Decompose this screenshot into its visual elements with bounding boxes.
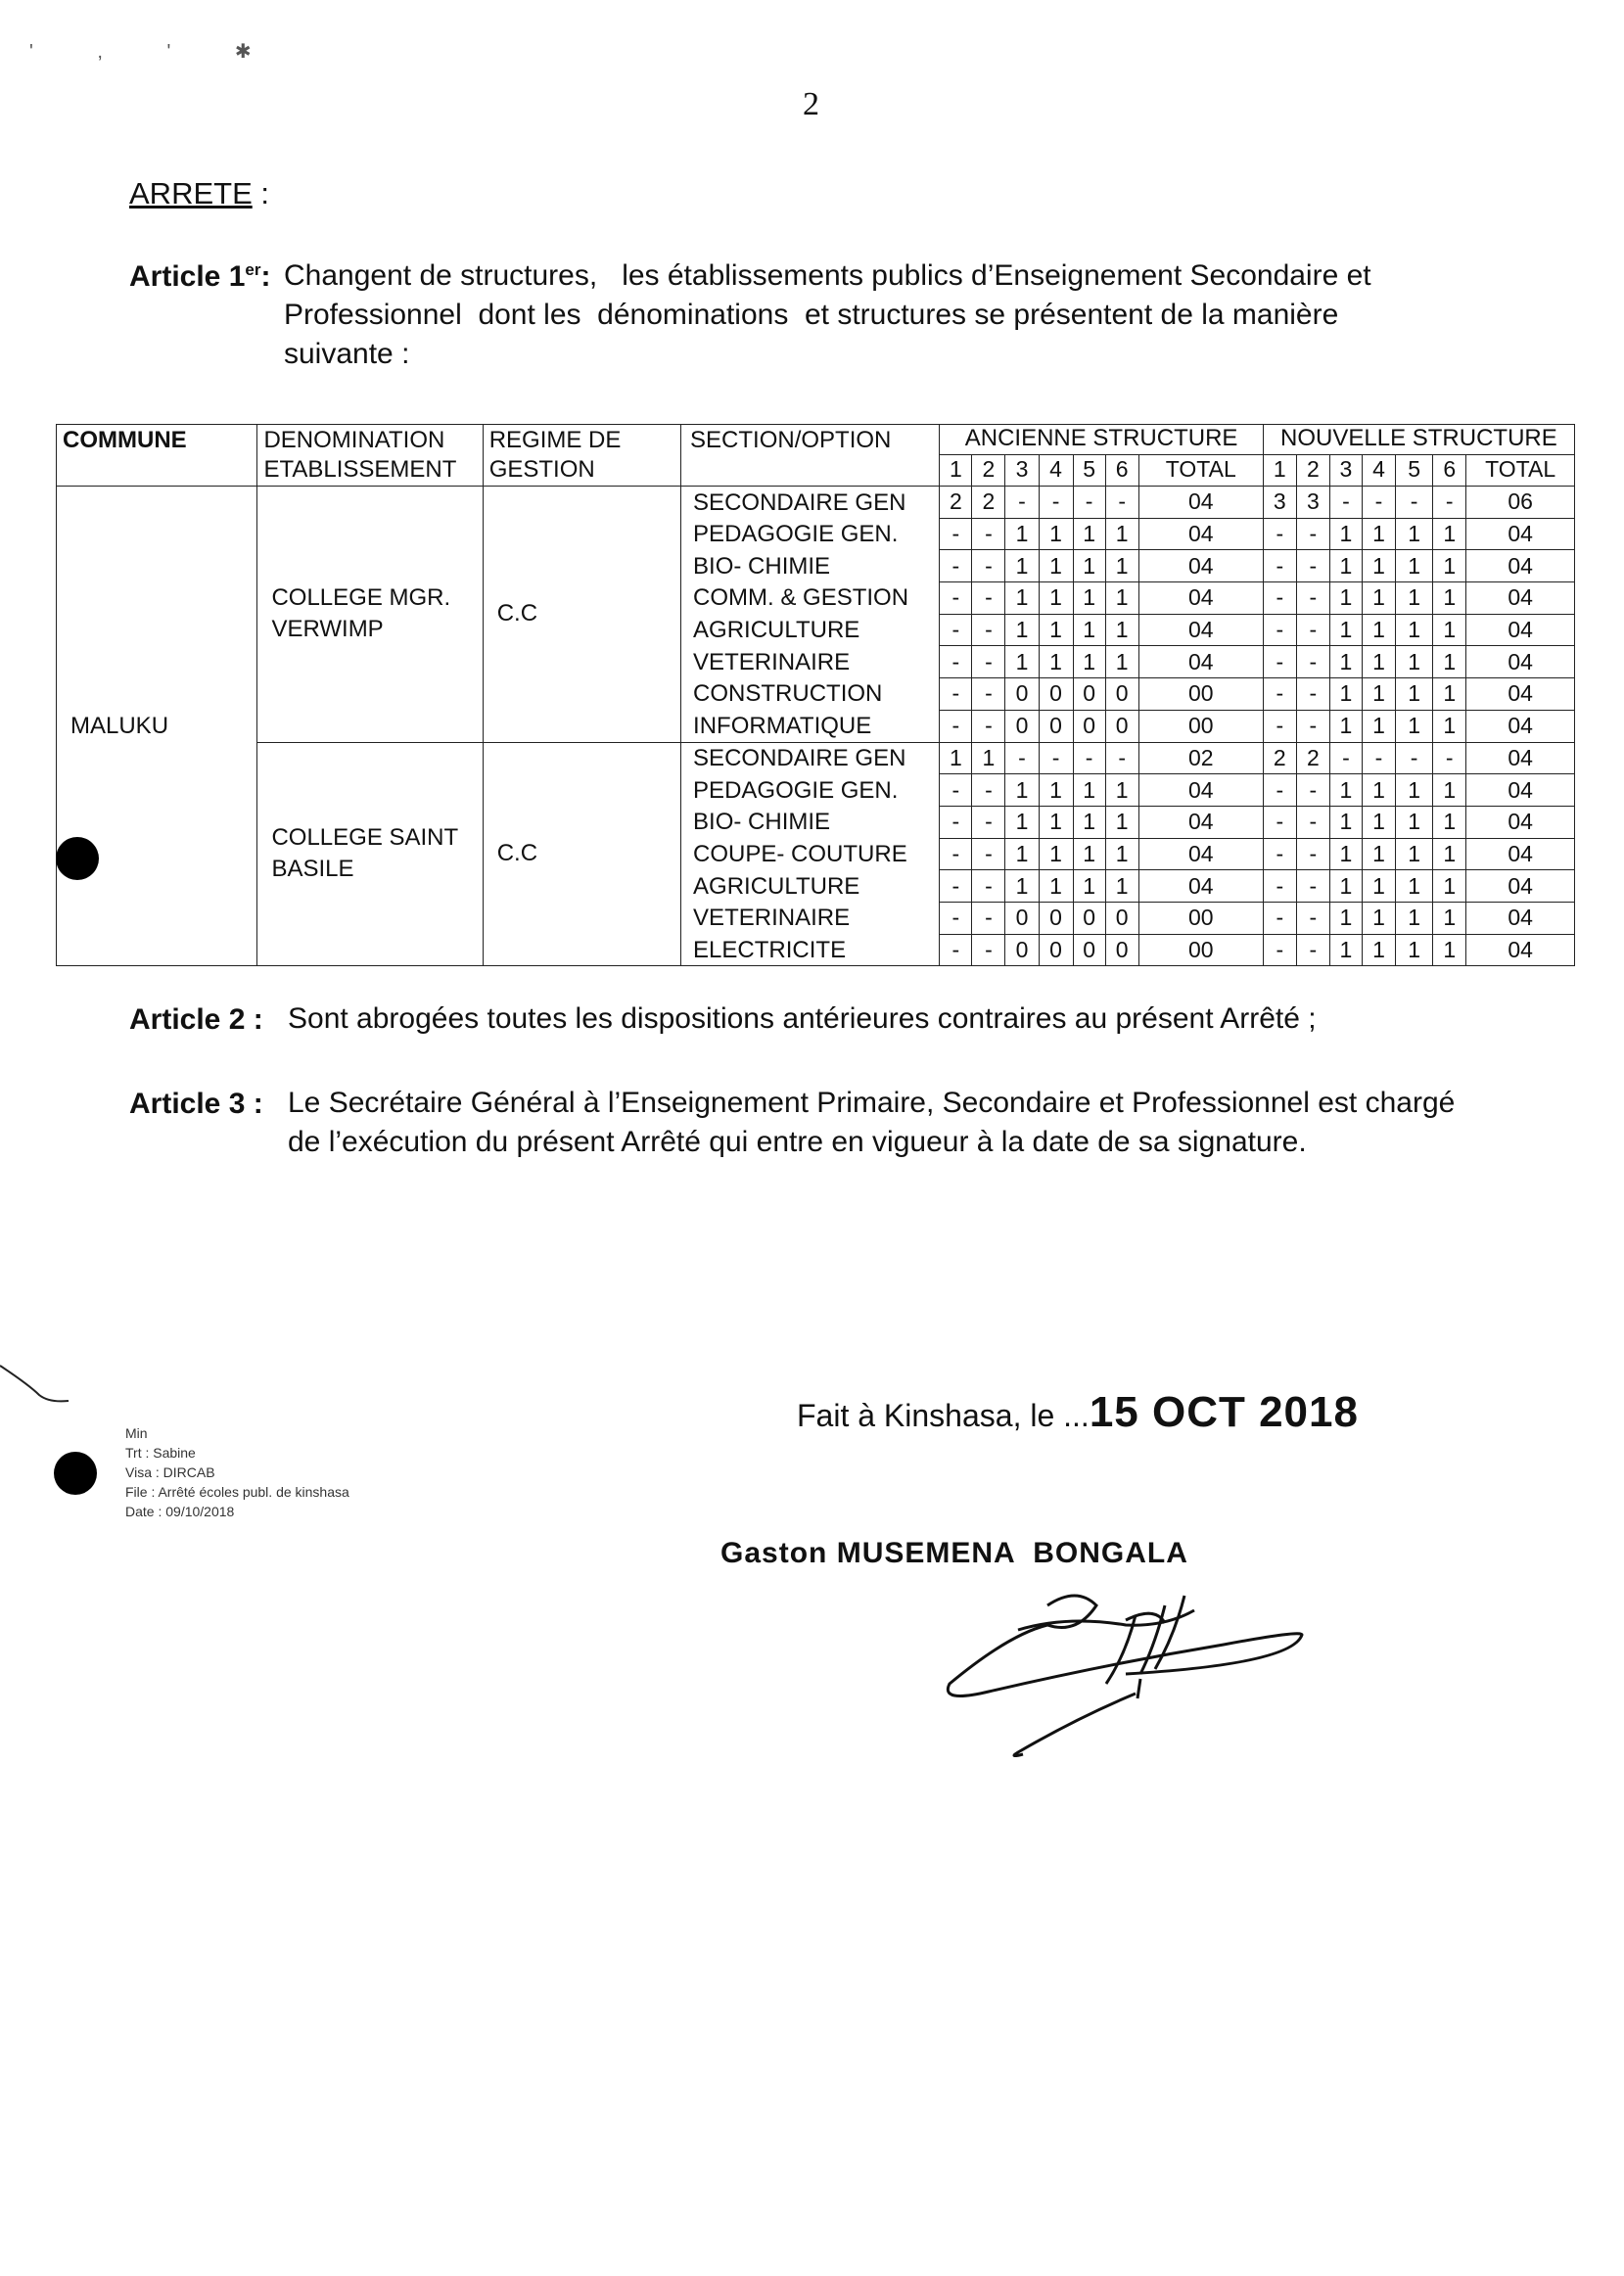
section-option-cell: SECONDAIRE GEN bbox=[681, 742, 940, 774]
section-option-cell: AGRICULTURE bbox=[681, 870, 940, 903]
ancienne-cell-6: - bbox=[1105, 487, 1138, 519]
nouvelle-cell-3: 1 bbox=[1329, 870, 1362, 903]
nouvelle-cell-6: 1 bbox=[1433, 902, 1466, 934]
ancienne-cell-5: - bbox=[1073, 742, 1105, 774]
ancienne-cell-6: 1 bbox=[1105, 614, 1138, 646]
table-row bbox=[57, 742, 1575, 774]
nouvelle-cell-3: - bbox=[1329, 742, 1362, 774]
nouvelle-cell-total: 04 bbox=[1466, 710, 1575, 742]
ancienne-cell-3: 1 bbox=[1005, 518, 1039, 550]
nouvelle-cell-6: 1 bbox=[1433, 582, 1466, 615]
ancienne-cell-6: 1 bbox=[1105, 518, 1138, 550]
ancienne-cell-total: 04 bbox=[1138, 870, 1263, 903]
ancienne-cell-6: 1 bbox=[1105, 838, 1138, 870]
ancienne-cell-6: 1 bbox=[1105, 870, 1138, 903]
ancienne-cell-1: - bbox=[940, 518, 972, 550]
ancienne-cell-4: 0 bbox=[1039, 934, 1073, 966]
nouvelle-cell-1: - bbox=[1263, 710, 1296, 742]
regime-cell: C.C bbox=[483, 742, 680, 966]
ancienne-cell-5: 1 bbox=[1073, 614, 1105, 646]
ancienne-cell-total: 00 bbox=[1138, 934, 1263, 966]
ancienne-cell-4: 1 bbox=[1039, 774, 1073, 807]
ancienne-cell-total: 04 bbox=[1138, 614, 1263, 646]
ancienne-cell-2: - bbox=[972, 582, 1005, 615]
ancienne-cell-6: 0 bbox=[1105, 710, 1138, 742]
ancienne-cell-1: - bbox=[940, 550, 972, 582]
ancienne-cell-1: 2 bbox=[940, 487, 972, 519]
ancienne-cell-2: - bbox=[972, 550, 1005, 582]
nouvelle-cell-2: 3 bbox=[1296, 487, 1329, 519]
nouvelle-cell-1: - bbox=[1263, 870, 1296, 903]
ancienne-cell-6: 0 bbox=[1105, 902, 1138, 934]
ancienne-cell-2: - bbox=[972, 934, 1005, 966]
nouvelle-cell-3: 1 bbox=[1329, 550, 1362, 582]
ancienne-cell-5: 1 bbox=[1073, 646, 1105, 678]
nouvelle-cell-4: 1 bbox=[1362, 870, 1395, 903]
nouvelle-cell-5: 1 bbox=[1396, 518, 1433, 550]
file-date: Date : 09/10/2018 bbox=[125, 1504, 235, 1519]
header-denomination: DENOMINATION ETABLISSEMENT bbox=[257, 425, 483, 487]
regime-cell: C.C bbox=[483, 487, 680, 743]
article1-line2: Professionnel dont les dénominations et structures se présentent de la manière bbox=[284, 299, 1339, 331]
ancienne-cell-2: - bbox=[972, 870, 1005, 903]
nouvelle-cell-4: 1 bbox=[1362, 774, 1395, 807]
file-visa: Visa : DIRCAB bbox=[125, 1464, 215, 1480]
arrete-heading bbox=[129, 176, 269, 211]
ancienne-cell-5: 1 bbox=[1073, 518, 1105, 550]
ancienne-cell-3: 0 bbox=[1005, 678, 1039, 711]
nouvelle-cell-total: 04 bbox=[1466, 934, 1575, 966]
ancienne-cell-total: 04 bbox=[1138, 582, 1263, 615]
nouvelle-cell-5: - bbox=[1396, 742, 1433, 774]
heading-suffix: : bbox=[252, 176, 269, 210]
heading-text: ARRETE bbox=[129, 176, 253, 210]
ancienne-cell-3: 1 bbox=[1005, 550, 1039, 582]
place-date bbox=[797, 1388, 1359, 1437]
nouvelle-cell-2: - bbox=[1296, 710, 1329, 742]
ancienne-cell-1: - bbox=[940, 838, 972, 870]
ancienne-cell-total: 00 bbox=[1138, 902, 1263, 934]
nouvelle-cell-5: 1 bbox=[1396, 710, 1433, 742]
punch-hole bbox=[54, 1452, 97, 1495]
ancienne-cell-5: 0 bbox=[1073, 710, 1105, 742]
nouvelle-cell-1: - bbox=[1263, 518, 1296, 550]
nouvelle-subheader-3: 3 bbox=[1329, 454, 1362, 486]
nouvelle-cell-6: - bbox=[1433, 742, 1466, 774]
ancienne-cell-4: 1 bbox=[1039, 646, 1073, 678]
ancienne-cell-2: - bbox=[972, 710, 1005, 742]
section-option-cell: COMM. & GESTION bbox=[681, 582, 940, 615]
article3-line1: Le Secrétaire Général à l’Enseignement Primaire, Secondaire et Professionnel est chargé bbox=[288, 1087, 1456, 1119]
ancienne-cell-4: 1 bbox=[1039, 838, 1073, 870]
signature bbox=[930, 1576, 1322, 1772]
nouvelle-cell-6: 1 bbox=[1433, 550, 1466, 582]
section-option-cell: AGRICULTURE bbox=[681, 614, 940, 646]
nouvelle-subheader-6: 6 bbox=[1433, 454, 1466, 486]
ancienne-cell-4: 1 bbox=[1039, 806, 1073, 838]
ancienne-cell-2: - bbox=[972, 646, 1005, 678]
ancienne-cell-5: 1 bbox=[1073, 774, 1105, 807]
ancienne-cell-5: 0 bbox=[1073, 678, 1105, 711]
header-nouvelle: NOUVELLE STRUCTURE bbox=[1263, 425, 1574, 455]
header-commune: COMMUNE bbox=[57, 425, 257, 487]
ancienne-cell-1: - bbox=[940, 902, 972, 934]
nouvelle-cell-total: 06 bbox=[1466, 487, 1575, 519]
ancienne-cell-6: - bbox=[1105, 742, 1138, 774]
nouvelle-cell-3: 1 bbox=[1329, 902, 1362, 934]
ancienne-cell-5: 1 bbox=[1073, 806, 1105, 838]
table-row bbox=[57, 487, 1575, 519]
nouvelle-cell-3: 1 bbox=[1329, 614, 1362, 646]
nouvelle-subheader-5: 5 bbox=[1396, 454, 1433, 486]
article3-label bbox=[129, 1088, 263, 1121]
nouvelle-cell-4: 1 bbox=[1362, 646, 1395, 678]
section-option-cell: BIO- CHIMIE bbox=[681, 806, 940, 838]
ancienne-cell-6: 1 bbox=[1105, 646, 1138, 678]
nouvelle-cell-6: 1 bbox=[1433, 774, 1466, 807]
nouvelle-cell-2: - bbox=[1296, 870, 1329, 903]
ancienne-cell-2: - bbox=[972, 614, 1005, 646]
ancienne-cell-5: 1 bbox=[1073, 582, 1105, 615]
ancienne-cell-5: 0 bbox=[1073, 902, 1105, 934]
article2-label bbox=[129, 1003, 263, 1037]
ancienne-subheader-4: 4 bbox=[1039, 454, 1073, 486]
ancienne-cell-total: 04 bbox=[1138, 774, 1263, 807]
nouvelle-cell-5: 1 bbox=[1396, 838, 1433, 870]
ancienne-cell-2: - bbox=[972, 518, 1005, 550]
nouvelle-cell-6: 1 bbox=[1433, 806, 1466, 838]
punch-hole bbox=[56, 837, 99, 880]
header-regime: REGIME DE GESTION bbox=[483, 425, 680, 487]
commune-cell: MALUKU bbox=[57, 487, 257, 966]
ancienne-cell-4: 0 bbox=[1039, 678, 1073, 711]
nouvelle-cell-4: 1 bbox=[1362, 678, 1395, 711]
nouvelle-cell-2: - bbox=[1296, 774, 1329, 807]
nouvelle-cell-6: 1 bbox=[1433, 614, 1466, 646]
margin-mark bbox=[0, 1356, 78, 1434]
section-option-cell: CONSTRUCTION bbox=[681, 678, 940, 711]
nouvelle-cell-1: - bbox=[1263, 582, 1296, 615]
file-min: Min bbox=[125, 1425, 148, 1441]
nouvelle-cell-2: - bbox=[1296, 806, 1329, 838]
article2-label-suffix: : bbox=[245, 1003, 263, 1036]
ancienne-cell-4: 1 bbox=[1039, 582, 1073, 615]
section-option-cell: COUPE- COUTURE bbox=[681, 838, 940, 870]
ancienne-subheader-5: 5 bbox=[1073, 454, 1105, 486]
nouvelle-cell-1: - bbox=[1263, 902, 1296, 934]
ancienne-cell-6: 1 bbox=[1105, 582, 1138, 615]
nouvelle-cell-2: - bbox=[1296, 678, 1329, 711]
signatory-name bbox=[720, 1537, 1188, 1570]
ancienne-cell-2: 2 bbox=[972, 487, 1005, 519]
ancienne-subheader-total: TOTAL bbox=[1138, 454, 1263, 486]
nouvelle-cell-3: 1 bbox=[1329, 582, 1362, 615]
ancienne-cell-3: 0 bbox=[1005, 934, 1039, 966]
ancienne-cell-4: - bbox=[1039, 742, 1073, 774]
nouvelle-cell-6: 1 bbox=[1433, 934, 1466, 966]
file-name: File : Arrêté écoles publ. de kinshasa bbox=[125, 1484, 349, 1500]
header-section: SECTION/OPTION bbox=[681, 425, 940, 487]
nouvelle-cell-5: 1 bbox=[1396, 902, 1433, 934]
nouvelle-cell-1: - bbox=[1263, 838, 1296, 870]
ancienne-cell-1: - bbox=[940, 806, 972, 838]
nouvelle-cell-6: - bbox=[1433, 487, 1466, 519]
nouvelle-cell-4: 1 bbox=[1362, 550, 1395, 582]
ancienne-cell-3: 1 bbox=[1005, 838, 1039, 870]
section-option-cell: BIO- CHIMIE bbox=[681, 550, 940, 582]
ancienne-cell-1: - bbox=[940, 774, 972, 807]
article1-line3: suivante : bbox=[284, 338, 410, 370]
article1-line1: Changent de structures, les établissements publics d’Enseignement Secondaire et bbox=[284, 259, 1371, 292]
nouvelle-cell-5: 1 bbox=[1396, 934, 1433, 966]
nouvelle-cell-5: 1 bbox=[1396, 870, 1433, 903]
ancienne-cell-1: - bbox=[940, 934, 972, 966]
ancienne-cell-1: - bbox=[940, 582, 972, 615]
section-option-cell: ELECTRICITE bbox=[681, 934, 940, 966]
header-ancienne: ANCIENNE STRUCTURE bbox=[940, 425, 1263, 455]
nouvelle-cell-2: - bbox=[1296, 550, 1329, 582]
scan-marks: ' , ' ✱ bbox=[29, 41, 281, 63]
nouvelle-cell-4: 1 bbox=[1362, 902, 1395, 934]
ancienne-cell-total: 04 bbox=[1138, 838, 1263, 870]
article3-text bbox=[288, 1084, 1511, 1162]
nouvelle-cell-3: 1 bbox=[1329, 678, 1362, 711]
nouvelle-cell-1: - bbox=[1263, 774, 1296, 807]
nouvelle-cell-3: 1 bbox=[1329, 806, 1362, 838]
nouvelle-cell-2: - bbox=[1296, 902, 1329, 934]
ancienne-cell-1: - bbox=[940, 710, 972, 742]
nouvelle-cell-4: 1 bbox=[1362, 518, 1395, 550]
school-name-cell: COLLEGE SAINT BASILE bbox=[257, 742, 483, 966]
article2-label-text: Article 2 bbox=[129, 1003, 246, 1036]
nouvelle-cell-total: 04 bbox=[1466, 902, 1575, 934]
ancienne-cell-1: - bbox=[940, 614, 972, 646]
nouvelle-cell-5: 1 bbox=[1396, 806, 1433, 838]
ancienne-cell-3: - bbox=[1005, 742, 1039, 774]
ancienne-cell-3: - bbox=[1005, 487, 1039, 519]
nouvelle-cell-total: 04 bbox=[1466, 614, 1575, 646]
nouvelle-cell-1: - bbox=[1263, 550, 1296, 582]
nouvelle-cell-3: 1 bbox=[1329, 710, 1362, 742]
ancienne-cell-3: 1 bbox=[1005, 614, 1039, 646]
nouvelle-cell-3: 1 bbox=[1329, 838, 1362, 870]
nouvelle-cell-3: 1 bbox=[1329, 934, 1362, 966]
ancienne-cell-3: 0 bbox=[1005, 710, 1039, 742]
nouvelle-cell-6: 1 bbox=[1433, 870, 1466, 903]
nouvelle-cell-total: 04 bbox=[1466, 518, 1575, 550]
nouvelle-cell-3: - bbox=[1329, 487, 1362, 519]
nouvelle-cell-2: - bbox=[1296, 838, 1329, 870]
nouvelle-cell-5: 1 bbox=[1396, 550, 1433, 582]
ancienne-cell-5: 0 bbox=[1073, 934, 1105, 966]
nouvelle-cell-5: 1 bbox=[1396, 678, 1433, 711]
nouvelle-subheader-1: 1 bbox=[1263, 454, 1296, 486]
section-option-cell: PEDAGOGIE GEN. bbox=[681, 518, 940, 550]
signatory-first: Gaston bbox=[720, 1537, 828, 1569]
section-option-cell: INFORMATIQUE bbox=[681, 710, 940, 742]
nouvelle-cell-2: - bbox=[1296, 582, 1329, 615]
nouvelle-cell-4: 1 bbox=[1362, 838, 1395, 870]
nouvelle-subheader-total: TOTAL bbox=[1466, 454, 1575, 486]
article1-label-sup: er bbox=[245, 260, 261, 279]
article1-label-text: Article 1 bbox=[129, 260, 246, 293]
ancienne-cell-6: 0 bbox=[1105, 678, 1138, 711]
nouvelle-cell-6: 1 bbox=[1433, 678, 1466, 711]
ancienne-cell-total: 02 bbox=[1138, 742, 1263, 774]
article3-label-suffix: : bbox=[245, 1088, 263, 1120]
nouvelle-cell-1: - bbox=[1263, 806, 1296, 838]
nouvelle-cell-4: 1 bbox=[1362, 582, 1395, 615]
ancienne-cell-1: - bbox=[940, 678, 972, 711]
nouvelle-cell-1: - bbox=[1263, 678, 1296, 711]
article1-label-suffix: : bbox=[260, 260, 271, 293]
ancienne-cell-4: 0 bbox=[1039, 710, 1073, 742]
ancienne-cell-3: 1 bbox=[1005, 870, 1039, 903]
ancienne-cell-4: 1 bbox=[1039, 550, 1073, 582]
section-option-cell: VETERINAIRE bbox=[681, 646, 940, 678]
page-number: 2 bbox=[803, 86, 819, 122]
nouvelle-cell-1: 3 bbox=[1263, 487, 1296, 519]
ancienne-cell-6: 1 bbox=[1105, 774, 1138, 807]
ancienne-cell-1: - bbox=[940, 870, 972, 903]
ancienne-subheader-6: 6 bbox=[1105, 454, 1138, 486]
ancienne-subheader-3: 3 bbox=[1005, 454, 1039, 486]
ancienne-cell-total: 04 bbox=[1138, 487, 1263, 519]
ancienne-cell-2: 1 bbox=[972, 742, 1005, 774]
nouvelle-cell-2: - bbox=[1296, 614, 1329, 646]
ancienne-cell-total: 00 bbox=[1138, 710, 1263, 742]
nouvelle-cell-total: 04 bbox=[1466, 678, 1575, 711]
article3-line2: de l’exécution du présent Arrêté qui entre en vigueur à la date de sa signature. bbox=[288, 1126, 1307, 1158]
nouvelle-cell-2: - bbox=[1296, 646, 1329, 678]
nouvelle-cell-6: 1 bbox=[1433, 646, 1466, 678]
nouvelle-cell-total: 04 bbox=[1466, 582, 1575, 615]
ancienne-cell-6: 0 bbox=[1105, 934, 1138, 966]
nouvelle-cell-total: 04 bbox=[1466, 870, 1575, 903]
ancienne-cell-1: 1 bbox=[940, 742, 972, 774]
nouvelle-cell-4: - bbox=[1362, 742, 1395, 774]
nouvelle-cell-5: 1 bbox=[1396, 614, 1433, 646]
nouvelle-cell-2: - bbox=[1296, 518, 1329, 550]
ancienne-cell-total: 04 bbox=[1138, 646, 1263, 678]
nouvelle-subheader-4: 4 bbox=[1362, 454, 1395, 486]
nouvelle-subheader-2: 2 bbox=[1296, 454, 1329, 486]
ancienne-cell-2: - bbox=[972, 678, 1005, 711]
nouvelle-cell-2: 2 bbox=[1296, 742, 1329, 774]
ancienne-cell-3: 1 bbox=[1005, 646, 1039, 678]
ancienne-cell-4: 1 bbox=[1039, 518, 1073, 550]
nouvelle-cell-3: 1 bbox=[1329, 646, 1362, 678]
ancienne-cell-5: 1 bbox=[1073, 838, 1105, 870]
school-name-cell: COLLEGE MGR. VERWIMP bbox=[257, 487, 483, 743]
nouvelle-cell-total: 04 bbox=[1466, 838, 1575, 870]
ancienne-cell-6: 1 bbox=[1105, 806, 1138, 838]
ancienne-subheader-2: 2 bbox=[972, 454, 1005, 486]
nouvelle-cell-2: - bbox=[1296, 934, 1329, 966]
article3-label-text: Article 3 bbox=[129, 1088, 246, 1120]
ancienne-subheader-1: 1 bbox=[940, 454, 972, 486]
nouvelle-cell-4: 1 bbox=[1362, 710, 1395, 742]
section-option-cell: PEDAGOGIE GEN. bbox=[681, 774, 940, 807]
section-option-cell: VETERINAIRE bbox=[681, 902, 940, 934]
place-text: Fait à Kinshasa, le ... bbox=[797, 1398, 1090, 1433]
ancienne-cell-3: 1 bbox=[1005, 582, 1039, 615]
ancienne-cell-total: 04 bbox=[1138, 806, 1263, 838]
table-body bbox=[57, 487, 1575, 966]
article2-text: Sont abrogées toutes les dispositions antérieures contraires au présent Arrêté ; bbox=[288, 1002, 1317, 1035]
ancienne-cell-3: 1 bbox=[1005, 774, 1039, 807]
nouvelle-cell-1: 2 bbox=[1263, 742, 1296, 774]
article1-label bbox=[129, 260, 270, 294]
nouvelle-cell-6: 1 bbox=[1433, 518, 1466, 550]
ancienne-cell-5: 1 bbox=[1073, 550, 1105, 582]
ancienne-cell-3: 1 bbox=[1005, 806, 1039, 838]
ancienne-cell-5: - bbox=[1073, 487, 1105, 519]
ancienne-cell-6: 1 bbox=[1105, 550, 1138, 582]
ancienne-cell-4: - bbox=[1039, 487, 1073, 519]
ancienne-cell-total: 04 bbox=[1138, 550, 1263, 582]
nouvelle-cell-total: 04 bbox=[1466, 774, 1575, 807]
signatory-last: MUSEMENA BONGALA bbox=[836, 1537, 1188, 1569]
nouvelle-cell-4: 1 bbox=[1362, 614, 1395, 646]
nouvelle-cell-1: - bbox=[1263, 646, 1296, 678]
nouvelle-cell-total: 04 bbox=[1466, 742, 1575, 774]
ancienne-cell-2: - bbox=[972, 838, 1005, 870]
structure-table bbox=[56, 424, 1575, 966]
nouvelle-cell-5: - bbox=[1396, 487, 1433, 519]
nouvelle-cell-3: 1 bbox=[1329, 518, 1362, 550]
ancienne-cell-2: - bbox=[972, 806, 1005, 838]
nouvelle-cell-4: 1 bbox=[1362, 934, 1395, 966]
ancienne-cell-total: 00 bbox=[1138, 678, 1263, 711]
ancienne-cell-4: 1 bbox=[1039, 870, 1073, 903]
ancienne-cell-4: 1 bbox=[1039, 614, 1073, 646]
section-option-cell: SECONDAIRE GEN bbox=[681, 487, 940, 519]
nouvelle-cell-total: 04 bbox=[1466, 646, 1575, 678]
file-trt: Trt : Sabine bbox=[125, 1445, 196, 1461]
ancienne-cell-4: 0 bbox=[1039, 902, 1073, 934]
article1-text bbox=[284, 256, 1488, 374]
date-stamp: 15 OCT 2018 bbox=[1089, 1388, 1359, 1436]
ancienne-cell-3: 0 bbox=[1005, 902, 1039, 934]
nouvelle-cell-4: - bbox=[1362, 487, 1395, 519]
nouvelle-cell-5: 1 bbox=[1396, 582, 1433, 615]
ancienne-cell-1: - bbox=[940, 646, 972, 678]
ancienne-cell-total: 04 bbox=[1138, 518, 1263, 550]
nouvelle-cell-total: 04 bbox=[1466, 550, 1575, 582]
nouvelle-cell-3: 1 bbox=[1329, 774, 1362, 807]
nouvelle-cell-5: 1 bbox=[1396, 774, 1433, 807]
nouvelle-cell-6: 1 bbox=[1433, 838, 1466, 870]
nouvelle-cell-4: 1 bbox=[1362, 806, 1395, 838]
nouvelle-cell-5: 1 bbox=[1396, 646, 1433, 678]
file-reference-block bbox=[125, 1423, 349, 1521]
nouvelle-cell-1: - bbox=[1263, 614, 1296, 646]
ancienne-cell-2: - bbox=[972, 774, 1005, 807]
nouvelle-cell-1: - bbox=[1263, 934, 1296, 966]
nouvelle-cell-total: 04 bbox=[1466, 806, 1575, 838]
nouvelle-cell-6: 1 bbox=[1433, 710, 1466, 742]
ancienne-cell-5: 1 bbox=[1073, 870, 1105, 903]
ancienne-cell-2: - bbox=[972, 902, 1005, 934]
